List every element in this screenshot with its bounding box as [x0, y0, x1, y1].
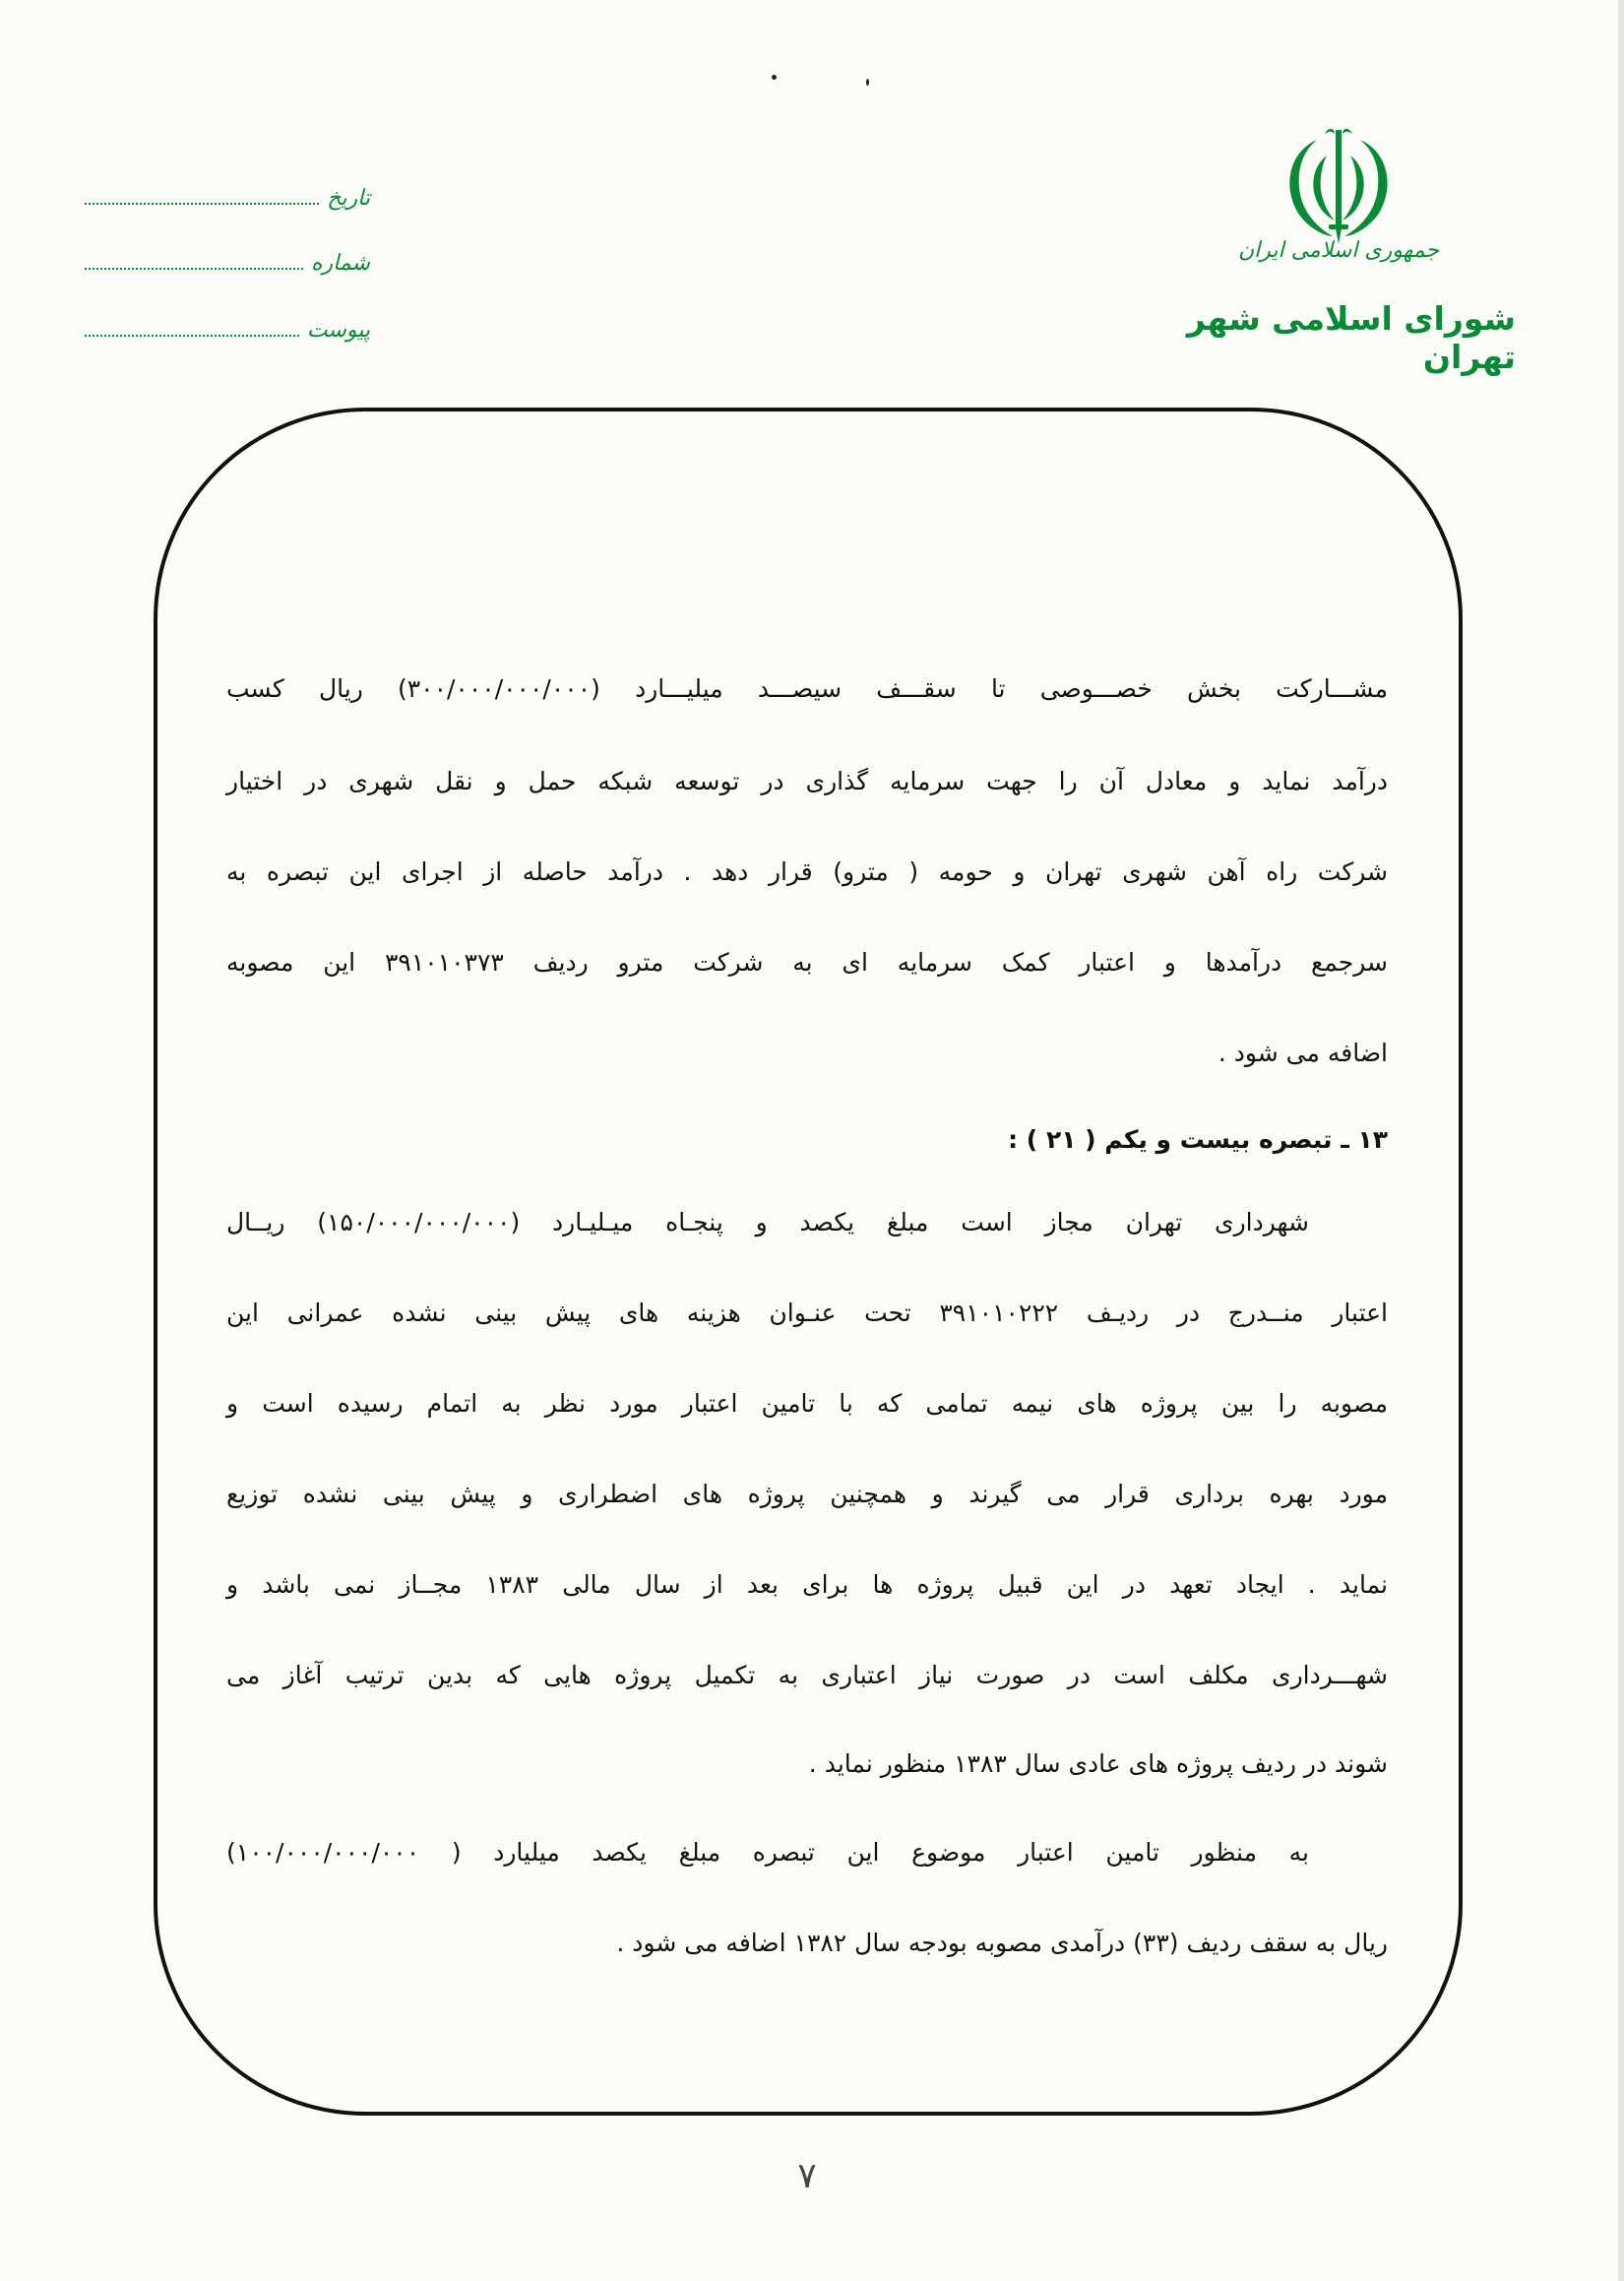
paragraph-line: سرجمع درآمدها و اعتبار کمک سرمایه ای به شرکت مترو ردیف ۳۹۱۰۱۰۳۷۳ این مصوبه [226, 948, 1388, 977]
paragraph-line: ریال به سقف ردیف (۳۳) درآمدی مصوبه بودجه سال ۱۳۸۲ اضافه می شود . [616, 1929, 1388, 1957]
page-edge [1618, 0, 1624, 2281]
paragraph-line: شهـــرداری مکلف است در صورت نیاز اعتباری به تکمیل پروژه هایی که بدین ترتیب آغاز می [226, 1661, 1388, 1689]
paragraph-line: مشـــارکت بخش خصـــوصی تا سقـــف سیصـــد میلیـــارد (۳۰۰/۰۰۰/۰۰۰/۰۰۰) ریال کسب [226, 674, 1388, 703]
council-name: شورای اسلامی شهر تهران [1186, 299, 1516, 376]
paragraph-line: مصوبه را بین پروژه های نیمه تمامی که با تامین اعتبار مورد نظر به اتمام رسیده است و [226, 1389, 1388, 1418]
paragraph-line: مورد بهره برداری قرار می گیرند و همچنین پروژه های اضطراری و پیش بینی نشده توزیع [226, 1480, 1388, 1508]
paragraph-line: درآمد نماید و معادل آن را جهت سرمایه گذاری در توسعه شبکه حمل و نقل شهری در اختیار [226, 767, 1388, 795]
page-number: ۷ [797, 2156, 817, 2196]
emblem-caption: جمهوری اسلامی ایران [1237, 238, 1440, 263]
date-dotted-line [85, 203, 319, 205]
attachment-label: پیوست [306, 318, 370, 343]
scan-dot [866, 79, 869, 86]
date-field [85, 177, 370, 211]
number-label: شماره [310, 251, 370, 276]
paragraph-line: به منظور تامین اعتبار موضوع این تبصره مبلغ یکصد میلیارد ( ۱۰۰/۰۰۰/۰۰۰/۰۰۰) [226, 1838, 1309, 1867]
paragraph-line: شهرداری تهران مجاز است مبلغ یکصد و پنجـاه میـلیـارد (۱۵۰/۰۰۰/۰۰۰/۰۰۰) ریــال [226, 1208, 1309, 1236]
number-field [85, 242, 370, 276]
section-heading: ۱۳ ـ تبصره بیست و یکم ( ۲۱ ) : [1008, 1125, 1388, 1154]
attachment-dotted-line [85, 335, 299, 337]
attachment-field [85, 309, 370, 343]
paragraph-line: شوند در ردیف پروژه های عادی سال ۱۳۸۳ منظور نماید . [808, 1749, 1388, 1778]
paragraph-line: شرکت راه آهن شهری تهران و حومه ( مترو) قرار دهد . درآمد حاصله از اجرای این تبصره به [226, 857, 1388, 886]
iran-emblem-icon [1270, 126, 1407, 252]
paragraph-line: اعتبار منــدرج در ردیـف ۳۹۱۰۱۰۲۲۲ تحت عنـوان هزینه های پیش بینی نشده عمرانی این [226, 1299, 1388, 1327]
paragraph-line: اضافه می شود . [1218, 1039, 1388, 1067]
number-dotted-line [85, 268, 303, 270]
date-label: تاریخ [327, 186, 370, 211]
scan-dot [772, 75, 777, 80]
paragraph-line: نماید . ایجاد تعهد در این قبیل پروژه ها برای بعد از سال مالی ۱۳۸۳ مجــاز نمی باشد و [226, 1570, 1388, 1599]
